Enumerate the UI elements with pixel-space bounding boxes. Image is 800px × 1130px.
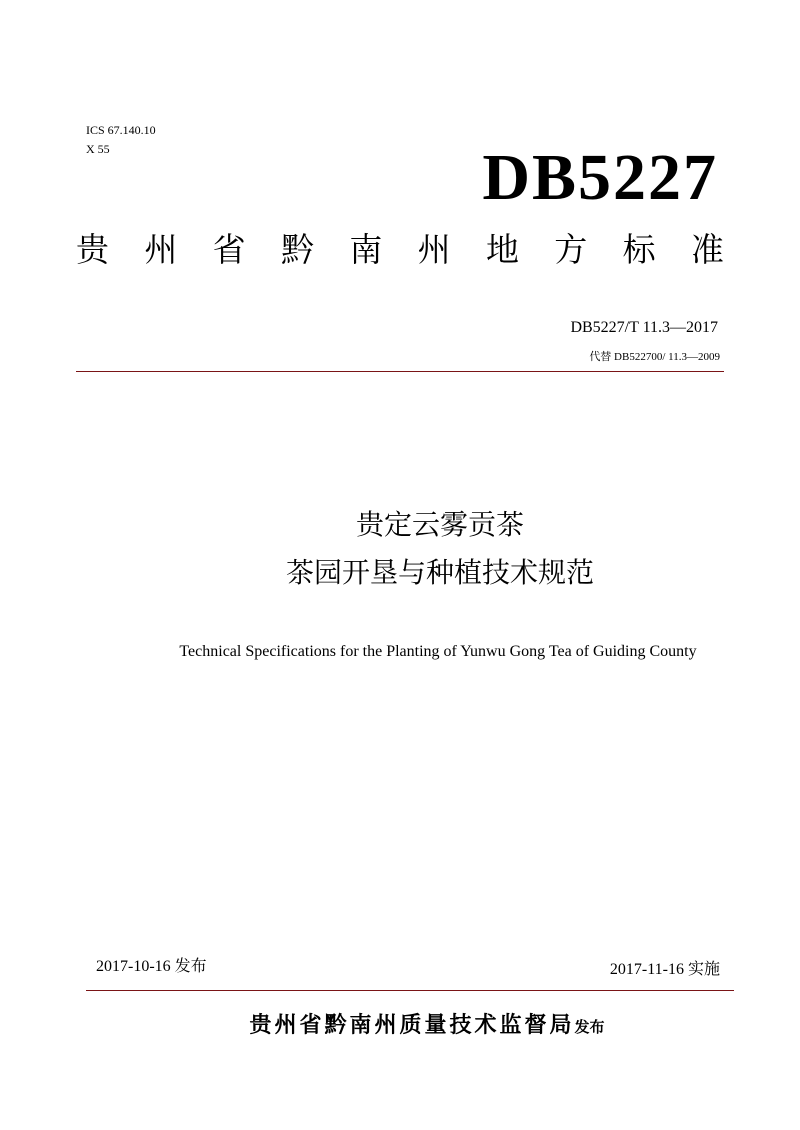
title-line-1: 贵定云雾贡茶 <box>355 508 524 541</box>
standard-kind-char: 标 <box>622 230 656 269</box>
standard-kind-char: 南 <box>349 230 383 269</box>
top-divider <box>76 371 724 372</box>
standard-number: DB5227/T 11.3—2017 <box>570 319 718 336</box>
implement-date: 2017-11-16 实施 <box>609 961 720 978</box>
replaces-note: 代替 DB522700/ 11.3—2009 <box>589 351 720 363</box>
publish-date: 2017-10-16 发布 <box>96 958 207 975</box>
standard-kind-char: 地 <box>485 230 519 269</box>
standard-kind-char: 州 <box>144 230 178 269</box>
english-title: Technical Specifications for the Planting of Yunwu Gong Tea of Guiding County <box>179 643 697 660</box>
standard-code: DB5227 <box>482 141 718 214</box>
issuer-suffix: 发布 <box>574 1018 605 1036</box>
classification-codes <box>86 121 156 159</box>
standard-kind-char: 黔 <box>280 230 314 269</box>
standard-kind <box>76 226 724 274</box>
ccs-code: X 55 <box>86 142 110 156</box>
standard-kind-char: 贵 <box>76 230 109 269</box>
issuer-name: 贵州省黔南州质量技术监督局 <box>249 1013 575 1038</box>
issuer <box>0 1008 800 1045</box>
standard-kind-char: 省 <box>212 230 246 269</box>
standard-kind-char: 准 <box>690 230 724 269</box>
bottom-divider <box>86 990 734 991</box>
ics-code: ICS 67.140.10 <box>86 123 156 137</box>
standard-kind-char: 方 <box>554 230 588 269</box>
standard-kind-char: 州 <box>417 230 451 269</box>
title-line-2: 茶园开垦与种植技术规范 <box>285 556 594 589</box>
